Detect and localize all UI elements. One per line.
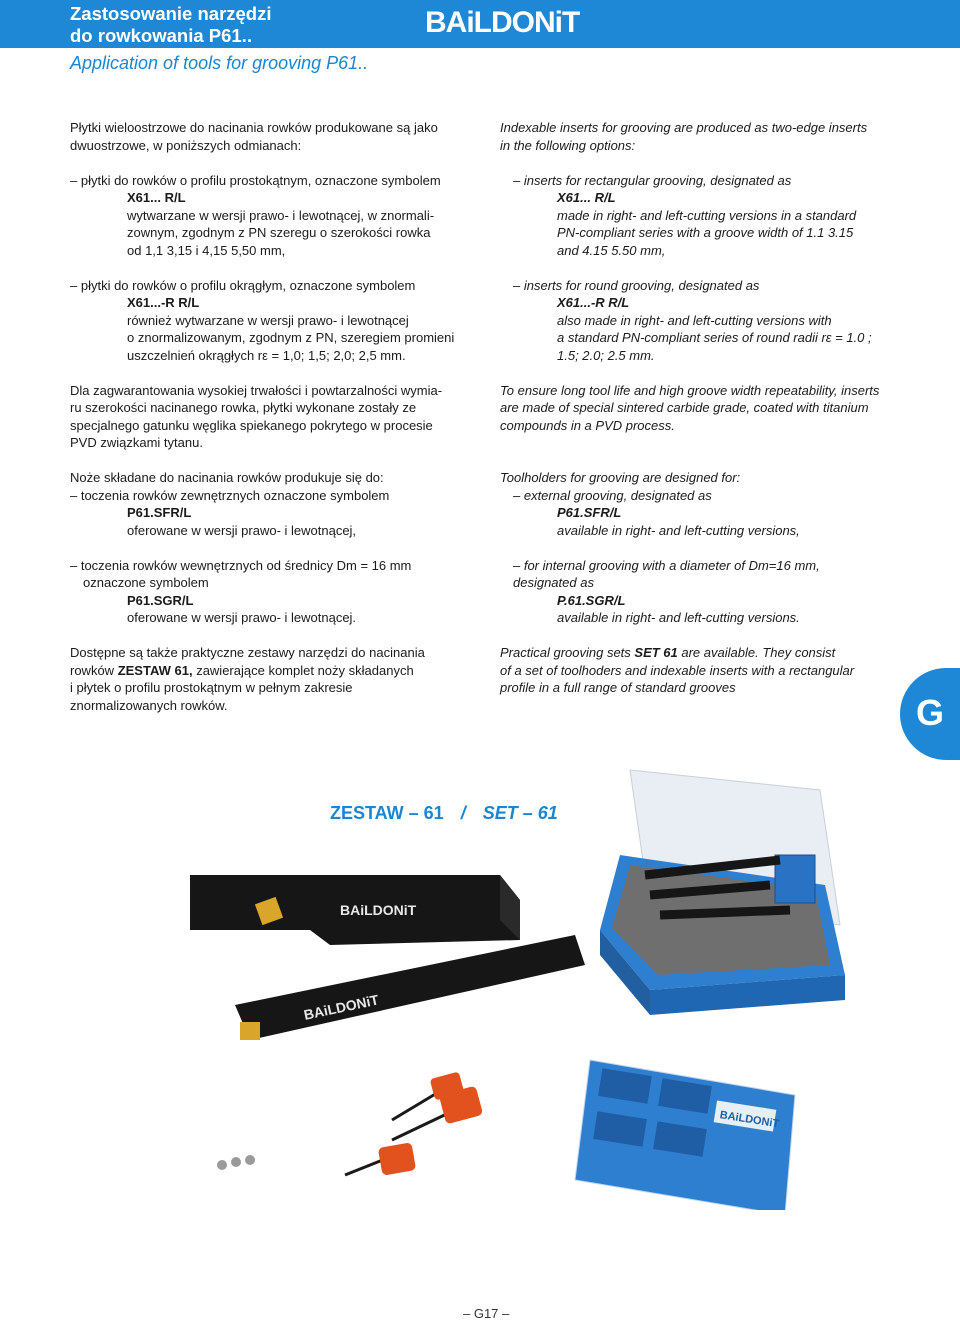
en-intro-line: Indexable inserts for grooving are produced as two-edge inserts [500, 120, 868, 135]
en-intro-line: in the following options: [500, 137, 636, 153]
pl-para3-line: oferowane w wersji prawo- i lewotnącej. [127, 610, 357, 625]
en-para3-line: – for internal grooving with a diameter of Dm=16 mm, [513, 557, 820, 573]
holder-brand-text: BAiLDONiT [340, 902, 417, 918]
en-para3-line: available in right- and left-cutting versions. [557, 610, 800, 625]
en-para3-line: – external grooving, designated as [513, 487, 712, 503]
en-para2-line: are made of special sintered carbide grade, coated with titanium [500, 400, 869, 415]
pl-item1-line: – płytki do rowków o profilu prostokątnym, oznaczone symbolem [70, 172, 441, 188]
pl-intro-line: dwuostrzowe, w poniższych odmianach: [70, 137, 302, 153]
insert-box [575, 1060, 795, 1210]
english-column [500, 119, 900, 697]
en-para4-line [500, 644, 900, 662]
internal-boring-bar [235, 935, 585, 1040]
pl-item2-line: również wytwarzane w wersji prawo- i lewotnącej [127, 312, 409, 328]
pl-para4-text: rowków [70, 662, 118, 678]
pl-item2-line: o znormalizowanym, zgodnym z PN, szeregiem promieni [127, 330, 455, 345]
en-para2-line: To ensure long tool life and high groove width repeatability, inserts [500, 382, 880, 398]
pl-para3-line: – toczenia rowków wewnętrznych od średnicy Dm = 16 mm [70, 557, 412, 573]
pl-para3-line: oznaczone symbolem [83, 575, 209, 590]
set-title-pl: ZESTAW – 61 [330, 803, 444, 823]
en-para3-line: Toolholders for grooving are designed for: [500, 470, 741, 485]
en-para2-line: compounds in a PVD process. [500, 417, 675, 433]
pl-para2-line: specjalnego gatunku węglika spiekanego pokrytego w procesie [70, 417, 433, 433]
en-item1-line: made in right- and left-cutting versions in a standard [557, 207, 857, 223]
pl-para3-code: P61.SFR/L [127, 505, 192, 520]
bar-brand-text: BAiLDONiT [302, 991, 381, 1023]
en-para4-line: of a set of toolhoders and indexable inserts with a rectangular [500, 662, 855, 678]
en-item2-line: 1.5; 2.0; 2.5 mm. [557, 347, 655, 363]
set-title-sep: / [460, 803, 466, 823]
en-item2-line: also made in right- and left-cutting versions with [557, 312, 832, 328]
en-para3-line: available in right- and left-cutting versions, [557, 522, 800, 538]
pl-item1-line: zownym, zgodnym z PN szeregu o szerokości rowka [127, 225, 431, 240]
page-title-line1: Zastosowanie narzędzi [70, 3, 272, 24]
header-band [0, 0, 960, 48]
pl-para3-line: Noże składane do nacinania rowków produkuje się do: [70, 470, 384, 485]
en-item1-line: and 4.15 5.50 mm, [557, 242, 666, 258]
pl-para4-line: i płytek o profilu prostokątnym w pełnym zakresie [70, 680, 353, 695]
screws [217, 1155, 255, 1170]
pl-para4-text: zawierające komplet noży składanych [192, 662, 414, 678]
section-tab [900, 668, 960, 760]
pl-item2-line: – płytki do rowków o profilu okrągłym, oznaczone symbolem [70, 277, 416, 293]
torx-wrench [345, 1142, 416, 1175]
en-item1-code: X61... R/L [557, 190, 616, 205]
en-para4-text: Practical grooving sets [500, 645, 635, 660]
pl-item1-code: X61... R/L [127, 190, 186, 205]
pl-item2-line: uszczelnień okrągłych rε = 1,0; 1,5; 2,0; 2,5 mm. [127, 347, 406, 363]
insert-icon [240, 1022, 260, 1040]
pl-item1-line: od 1,1 3,15 i 4,15 5,50 mm, [127, 242, 286, 258]
page-title-line2: do rowkowania P61.. [70, 25, 252, 46]
pl-item2-code: X61...-R R/L [127, 295, 200, 310]
page-subtitle: Application of tools for grooving P61.. [70, 53, 369, 73]
pl-para3-line: – toczenia rowków zewnętrznych oznaczone symbolem [70, 487, 390, 503]
pl-set-name: ZESTAW 61, [117, 662, 193, 678]
en-item2-line: – inserts for round grooving, designated as [513, 277, 760, 293]
pl-item1-line: wytwarzane w wersji prawo- i lewotnącej, w znormali- [127, 207, 435, 223]
pl-intro-line: Płytki wieloostrzowe do nacinania rowków produkowane są jako [70, 120, 438, 135]
en-para3-code: P.61.SGR/L [557, 592, 626, 608]
en-item2-line: a standard PN-compliant series of round radii rε = 1.0 ; [557, 330, 872, 345]
pl-para2-line: ru szerokości nacinanego rowka, płytki wykonane zostały ze [70, 400, 417, 415]
insert-box-small [775, 855, 815, 903]
en-item2-code: X61...-R R/L [557, 295, 630, 310]
pl-para2-line: Dla zagwarantowania wysokiej trwałości i powtarzalności wymia- [70, 382, 443, 398]
external-toolholder [190, 875, 520, 945]
en-set-name: SET 61 [634, 645, 678, 660]
en-item1-line: – inserts for rectangular grooving, designated as [513, 172, 792, 188]
en-para3-line: designated as [513, 575, 594, 590]
brand-logo: BAiLDONiT [425, 6, 580, 39]
en-para4-text: are available. They consist [677, 645, 836, 660]
en-para3-code: P61.SFR/L [557, 505, 622, 520]
pl-para4-line: Dostępne są także praktyczne zestawy narzędzi do nacinania [70, 645, 425, 660]
pl-para2-line: PVD związkami tytanu. [70, 435, 203, 450]
box-brand-text: BAiLDONiT [718, 1109, 780, 1131]
en-item1-line: PN-compliant series with a groove width of 1.1 3.15 [557, 225, 854, 240]
polish-column [70, 119, 470, 714]
page-number: – G17 – [463, 1306, 510, 1321]
pl-para4-line [70, 662, 470, 680]
en-para4-line: profile in a full range of standard grooves [500, 680, 736, 695]
section-tab-letter: G [916, 692, 945, 733]
pl-para3-line: oferowane w wersji prawo- i lewotnącej, [127, 522, 357, 538]
set-title-en: SET – 61 [482, 803, 558, 823]
pl-para3-code: P61.SGR/L [127, 592, 194, 608]
product-photo [180, 760, 860, 1210]
pl-para4-line: znormalizowanych rowków. [70, 697, 228, 713]
